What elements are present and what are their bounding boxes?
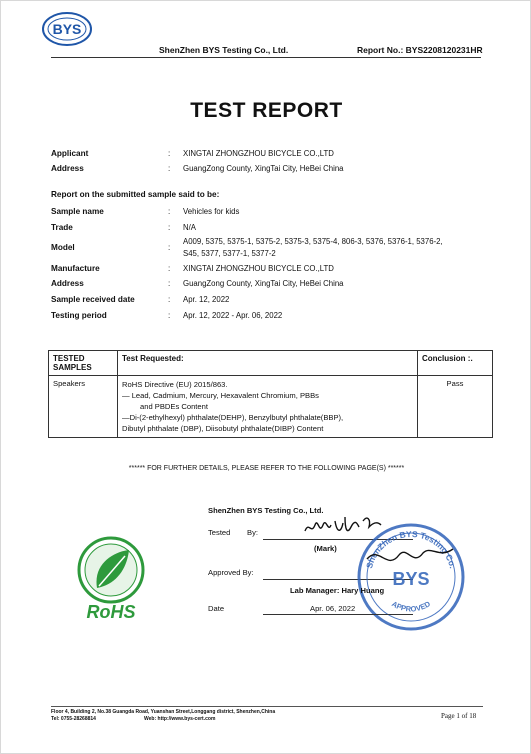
further-details-note: ****** FOR FURTHER DETAILS, PLEASE REFER TO THE FOLLOWING PAGE(S) ****** [128,465,405,472]
header-company: ShenZhen BYS Testing Co., Ltd. [159,45,289,55]
header-test-requested: Test Requested: [118,351,418,376]
colon: : [168,311,171,320]
footer-divider [51,706,483,707]
colon: : [168,295,171,304]
applicant-value: XINGTAI ZHONGZHOU BICYCLE CO.,LTD [183,149,334,158]
test-line: and PBDEs Content [140,402,208,411]
received-label: Sample received date [51,295,135,304]
section-heading: Report on the submitted sample said to be: [51,190,220,199]
results-table [48,350,493,438]
manufacture-label: Manufacture [51,264,100,273]
tester-name: (Mark) [314,544,337,553]
footer-address: Floor 4, Building 2, No.38 Guangda Road, Yuanshan Street,Longgang district, Shenzhen,China [51,709,276,715]
sample-name-label: Sample name [51,207,104,216]
header-divider [51,57,481,58]
colon: : [168,243,171,252]
cell-result: Pass [418,376,493,438]
header-conclusion: Conclusion :. [418,351,493,376]
page-number: Page 1 of 18 [441,712,477,720]
bys-logo-icon [41,9,93,49]
table-header-row [49,351,493,376]
seal-center-text: BYS [392,569,430,589]
rohs-leaf-icon [63,534,159,624]
model-value-line1: A009, 5375, 5375-1, 5375-2, 5375-3, 5375-4, 806-3, 5376, 5376-1, 5376-2, [183,237,443,246]
logo-text: BYS [52,21,82,37]
trade-value: N/A [183,223,196,232]
footer-tel: Tel: 0755-28268814 [51,716,96,722]
header-report-no: Report No.: BYS2208120231HR [357,45,483,55]
page-title: TEST REPORT [190,99,343,122]
svg-text:APPROVED: APPROVED [390,599,432,614]
address2-value: GuangZong County, XingTai City, HeBei China [183,279,344,288]
cell-sample: Speakers [49,376,118,438]
header-tested-samples [49,351,118,376]
model-label: Model [51,243,75,252]
trade-label: Trade [51,223,73,232]
signoff-company: ShenZhen BYS Testing Co., Ltd. [208,506,324,515]
test-line: RoHS Directive (EU) 2015/863. [122,380,228,389]
address2-label: Address [51,279,84,288]
colon: : [168,264,171,273]
date-line [263,614,413,615]
header-samples-line1: TESTED [53,354,85,363]
approved-seal-icon [353,519,469,635]
colon: : [168,149,171,158]
test-line: Dibutyl phthalate (DBP), Diisobutyl phthalate(DIBP) Content [122,424,324,433]
svg-text:ShenZhen BYS Testing Co.: ShenZhen BYS Testing Co. [364,528,458,570]
table-row [49,376,493,438]
date-label: Date [208,604,225,613]
address-label: Address [51,164,84,173]
sample-name-value: Vehicles for kids [183,207,240,216]
applicant-label: Applicant [51,149,89,158]
period-value: Apr. 12, 2022 - Apr. 06, 2022 [183,311,283,320]
footer-web: Web: http://www.bys-cert.com [144,716,216,722]
colon: : [168,207,171,216]
colon: : [168,223,171,232]
model-value-line2: S45, 5377, 5377-1, 5377-2 [183,249,276,258]
cell-test [118,376,418,438]
colon: : [168,164,171,173]
rohs-text: RoHS [86,602,136,622]
colon: : [168,279,171,288]
test-line: —Di-(2-ethylhexyl) phthalate(DEHP), Benzylbutyl phthalate(BBP), [122,413,344,422]
date-value: Apr. 06, 2022 [310,604,356,613]
tested-by-label: By: [247,528,258,537]
tested-label: Tested [208,528,231,537]
test-line: — Lead, Cadmium, Mercury, Hexavalent Chromium, PBBs [122,391,319,400]
manufacture-value: XINGTAI ZHONGZHOU BICYCLE CO.,LTD [183,264,334,273]
header-samples-line2: SAMPLES [53,363,92,372]
approved-label: Approved By: [208,568,254,577]
address-value: GuangZong County, XingTai City, HeBei China [183,164,344,173]
received-value: Apr. 12, 2022 [183,295,230,304]
period-label: Testing period [51,311,107,320]
approver: Lab Manager: Hary Huang [290,586,385,595]
